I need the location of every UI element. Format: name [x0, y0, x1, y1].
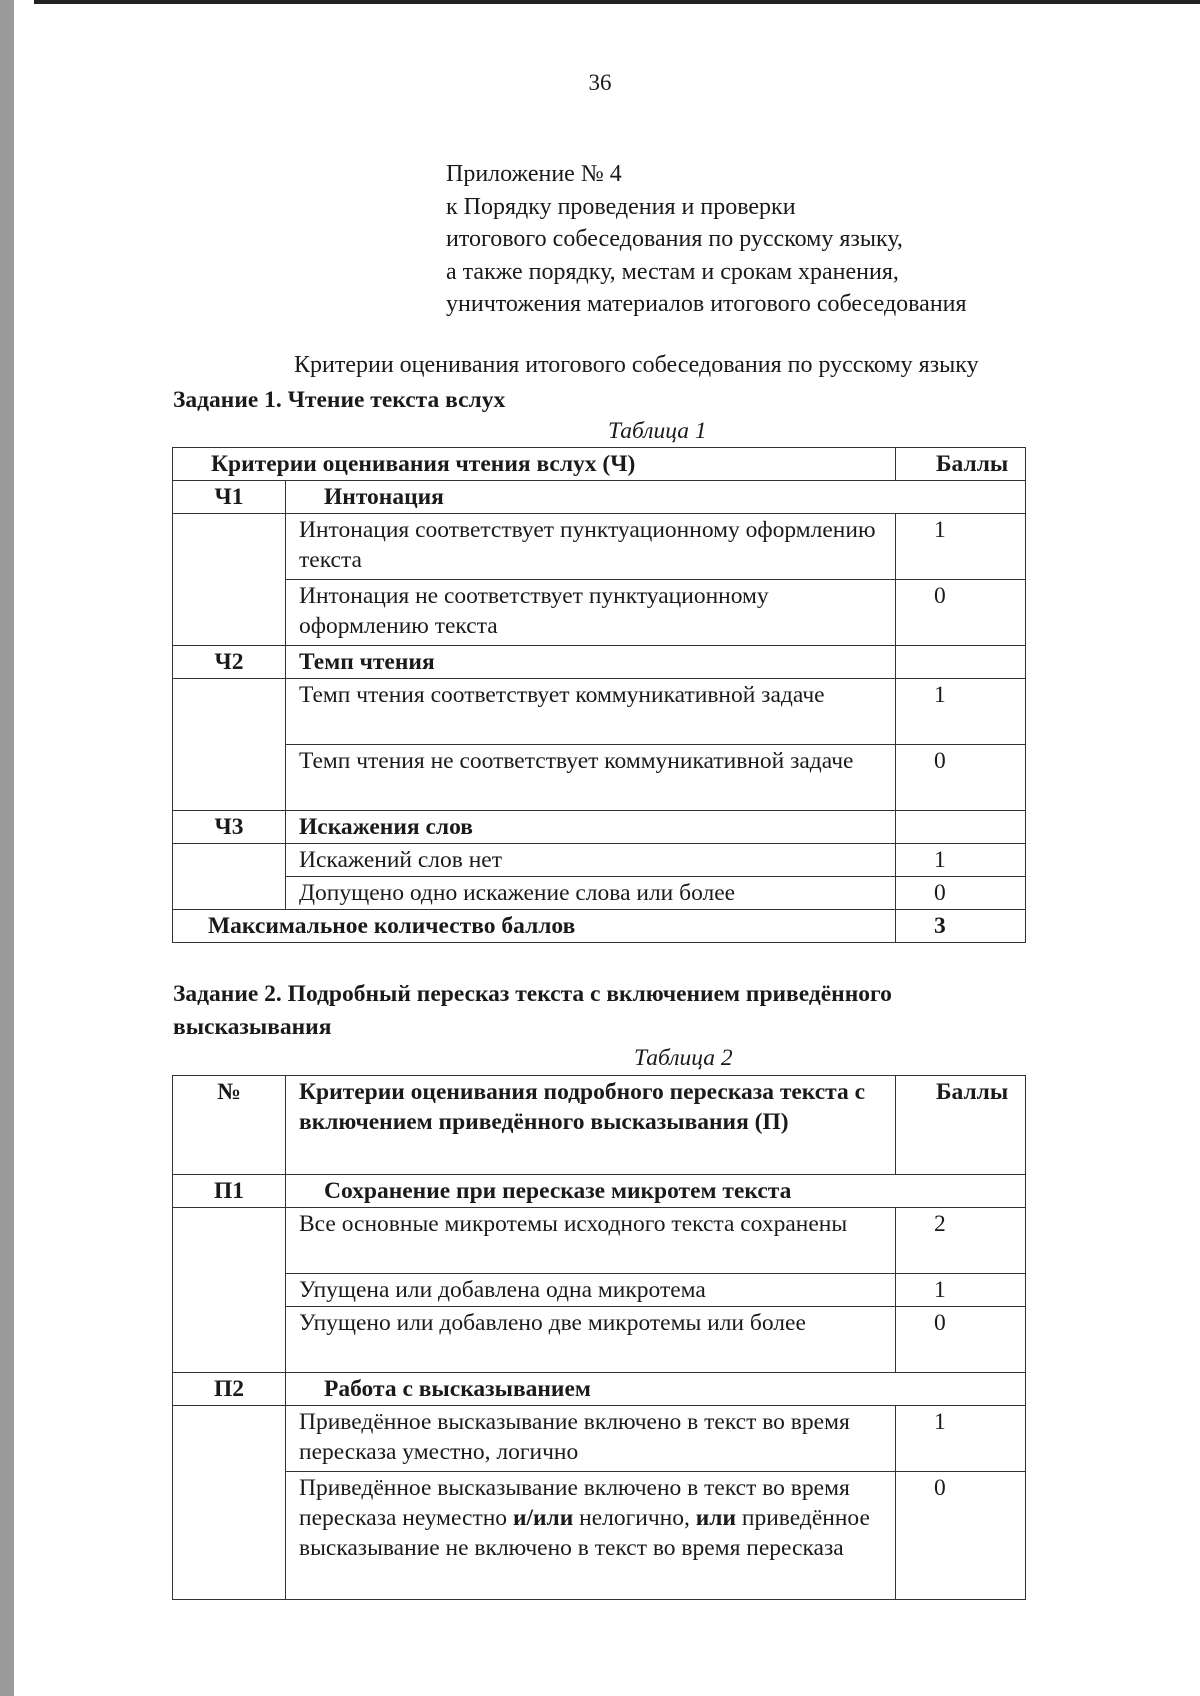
table2-caption: Таблица 2 — [634, 1045, 733, 1071]
table-row — [173, 1472, 1026, 1600]
table-row — [173, 514, 1026, 580]
table-row — [173, 844, 1026, 877]
document-title: Критерии оценивания итогового собеседования по русскому языку — [294, 352, 979, 378]
max-score-label: Максимальное количество баллов — [173, 910, 896, 943]
criterion-text: Интонация соответствует пунктуационному оформлению текста — [286, 514, 896, 580]
text-part: приведённое высказывание не включено в текст во время пересказа — [299, 1505, 870, 1561]
text-part-bold: или — [695, 1505, 737, 1531]
criterion-group-row — [173, 1175, 1026, 1208]
table-row — [173, 1274, 1026, 1307]
criterion-points: 0 — [896, 877, 1026, 910]
table-row — [173, 679, 1026, 745]
criterion-code: Ч1 — [173, 481, 286, 514]
empty-cell — [173, 679, 286, 811]
appendix-line: а также порядку, местам и срокам хранения, — [446, 258, 899, 285]
empty-cell — [173, 1208, 286, 1373]
task1-heading: Задание 1. Чтение текста вслух — [173, 387, 506, 413]
criterion-points: 2 — [896, 1208, 1026, 1274]
empty-cell — [896, 811, 1026, 844]
text-part: нелогично, — [573, 1505, 696, 1531]
max-score-value: 3 — [896, 910, 1026, 943]
criterion-text: Темп чтения соответствует коммуникативной задаче — [286, 679, 896, 745]
table-header-row — [173, 1076, 1026, 1175]
table-row — [173, 580, 1026, 646]
header-criteria: Критерии оценивания подробного пересказа текста с включением приведённого высказывания (П) — [286, 1076, 896, 1175]
criterion-title: Сохранение при пересказе микротем текста — [286, 1175, 1026, 1208]
criterion-points: 1 — [896, 844, 1026, 877]
empty-cell — [896, 646, 1026, 679]
criterion-text: Упущено или добавлено две микротемы или более — [286, 1307, 896, 1373]
text-part: Приведённое высказывание включено в текст во время пересказа неуместно — [299, 1475, 850, 1531]
criterion-code: Ч3 — [173, 811, 286, 844]
empty-cell — [173, 844, 286, 910]
header-points: Баллы — [896, 1076, 1026, 1175]
criterion-group-row — [173, 481, 1026, 514]
appendix-line: уничтожения материалов итогового собеседования — [446, 291, 967, 317]
criterion-text: Искажений слов нет — [286, 844, 896, 877]
criterion-group-row — [173, 646, 1026, 679]
criterion-group-row — [173, 1373, 1026, 1406]
appendix-line: итогового собеседования по русскому языку, — [446, 226, 903, 252]
criterion-points: 0 — [896, 745, 1026, 811]
empty-cell — [173, 514, 286, 646]
task2-heading: Задание 2. Подробный пересказ текста с включением приведённого высказывания — [173, 981, 892, 1040]
table-row — [173, 745, 1026, 811]
text-part-bold: и/или — [512, 1505, 574, 1531]
criterion-code: П2 — [173, 1373, 286, 1406]
criterion-text: Приведённое высказывание включено в текст во время пересказа уместно, логично — [286, 1406, 896, 1472]
criterion-title: Интонация — [286, 481, 1026, 514]
criterion-points: 0 — [896, 1307, 1026, 1373]
criterion-group-row — [173, 811, 1026, 844]
criterion-text: Интонация не соответствует пунктуационному оформлению текста — [286, 580, 896, 646]
table2-retelling-criteria — [172, 1075, 1026, 1600]
table-header-row — [173, 448, 1026, 481]
criterion-code: Ч2 — [173, 646, 286, 679]
criterion-text: Все основные микротемы исходного текста сохранены — [286, 1208, 896, 1274]
criterion-points: 1 — [896, 679, 1026, 745]
criterion-points: 1 — [896, 1274, 1026, 1307]
max-score-row — [173, 910, 1026, 943]
criterion-points: 0 — [896, 580, 1026, 646]
empty-cell — [173, 1406, 286, 1600]
criterion-text: Допущено одно искажение слова или более — [286, 877, 896, 910]
criterion-text: Темп чтения не соответствует коммуникативной задаче — [286, 745, 896, 811]
criterion-points: 1 — [896, 1406, 1026, 1472]
appendix-line: Приложение № 4 — [446, 161, 622, 187]
criterion-points: 0 — [896, 1472, 1026, 1600]
criterion-text: Упущена или добавлена одна микротема — [286, 1274, 896, 1307]
criterion-title: Темп чтения — [286, 646, 896, 679]
criterion-title: Искажения слов — [286, 811, 896, 844]
criterion-code: П1 — [173, 1175, 286, 1208]
scan-edge-line — [34, 0, 1200, 4]
table-row — [173, 1208, 1026, 1274]
table1-reading-criteria — [172, 447, 1026, 943]
table-row — [173, 877, 1026, 910]
header-criteria: Критерии оценивания чтения вслух (Ч) — [173, 448, 896, 481]
table-row — [173, 1307, 1026, 1373]
header-points: Баллы — [896, 448, 1026, 481]
table1-caption: Таблица 1 — [608, 418, 707, 444]
header-number: № — [173, 1076, 286, 1175]
criterion-text — [286, 1472, 896, 1600]
criterion-title: Работа с высказыванием — [286, 1373, 1026, 1406]
table-row — [173, 1406, 1026, 1472]
criterion-points: 1 — [896, 514, 1026, 580]
appendix-note — [446, 158, 967, 321]
page-number: 36 — [588, 70, 612, 95]
appendix-line: к Порядку проведения и проверки — [446, 193, 796, 220]
